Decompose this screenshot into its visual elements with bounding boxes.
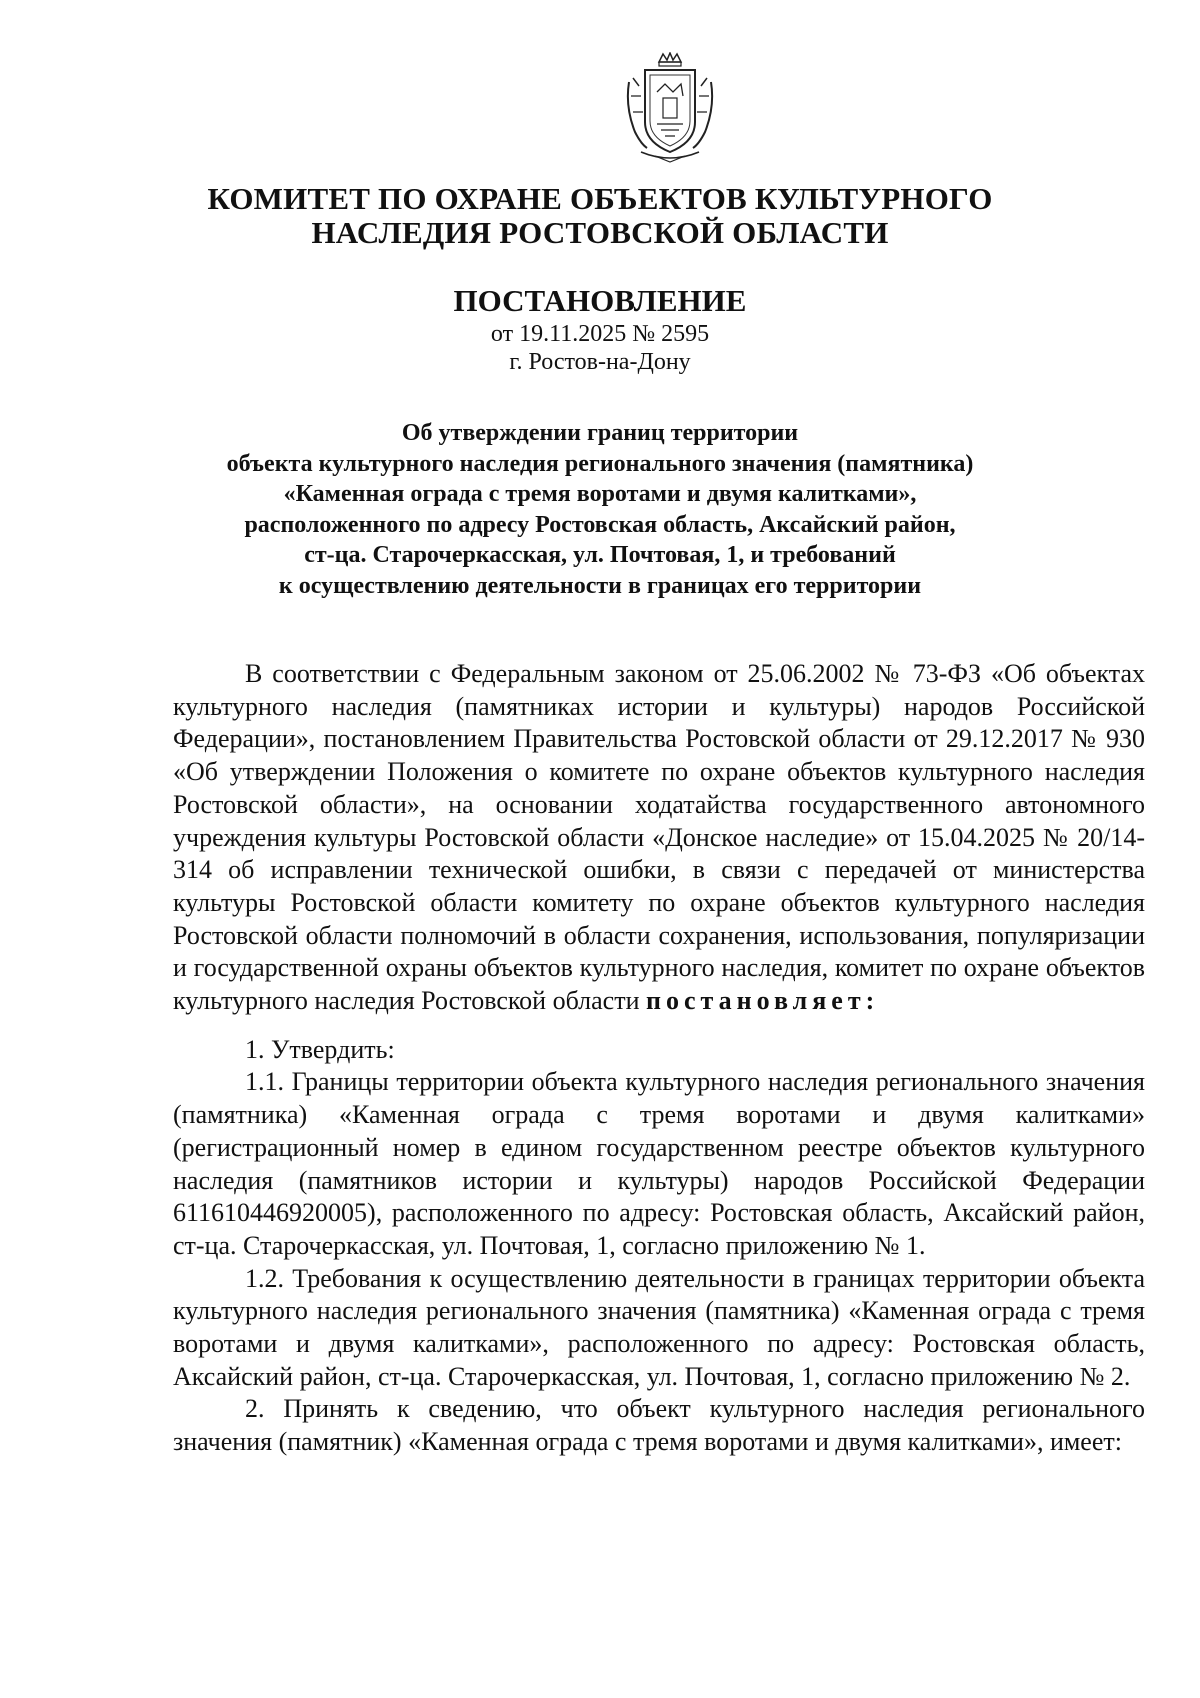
resolves-word: постановляет: bbox=[646, 986, 880, 1016]
paragraph-gap bbox=[173, 1018, 1145, 1034]
document-type: ПОСТАНОВЛЕНИЕ bbox=[453, 283, 747, 318]
subject-line: ст-ца. Старочеркасская, ул. Почтовая, 1, и требований bbox=[304, 542, 896, 568]
item-paragraph: 2. Принять к сведению, что объект культурного наследия регионального значения (памятник) «Каменная ограда с тремя воротами и двумя калитками», имеет: bbox=[173, 1394, 1145, 1457]
organization-title bbox=[100, 182, 1100, 250]
city: г. Ростов-на-Дону bbox=[509, 349, 691, 375]
document-subject bbox=[100, 418, 1100, 601]
preamble-paragraph bbox=[173, 658, 1145, 1018]
subject-line: Об утверждении границ территории bbox=[401, 420, 799, 446]
document-body bbox=[173, 658, 1145, 1459]
item-paragraph: 1. Утвердить: bbox=[245, 1034, 395, 1064]
subject-line: «Каменная ограда с тремя воротами и двумя калитками», bbox=[283, 481, 917, 507]
item-paragraph: 1.1. Границы территории объекта культурного наследия регионального значения (памятника) «Каменная ограда с тремя воротами и двумя калитками» (регистрационный номер в едином государственном реестре объектов культурного наследия (памятников истории и культуры) народов Российской Федерации 611610446920005), расположенного по адресу: Ростовская область, Аксайский район, ст-ца. Старочеркасская, ул. Почтовая, 1, согласно приложению № 1. bbox=[173, 1067, 1145, 1260]
document-meta bbox=[100, 320, 1100, 376]
organization-title-line-2: НАСЛЕДИЯ РОСТОВСКОЙ ОБЛАСТИ bbox=[311, 215, 889, 250]
preamble-text: В соответствии с Федеральным законом от 25.06.2002 № 73-ФЗ «Об объектах культурного наследия (памятниках истории и культуры) народов Российской Федерации», постановлением Правительства Ростовской области от 29.12.2017 № 930 «Об утверждении Положения о комитете по охране объектов культурного наследия Ростовской области», на основании ходатайства государственного автономного учреждения культуры Ростовской области «Донское наследие» от 15.04.2025 № 20/14-314 об исправлении технической ошибки, в связи с передачей от министерства культуры Ростовской области комитету по охране объектов культурного наследия Ростовской области полномочий в области сохранения, использования, популяризации и государственной охраны объектов культурного наследия, комитет по охране объектов культурного наследия Ростовской области bbox=[173, 659, 1145, 1016]
date-number: от 19.11.2025 № 2595 bbox=[490, 321, 710, 347]
coat-of-arms-icon bbox=[621, 52, 719, 164]
subject-line: к осуществлению деятельности в границах его территории bbox=[278, 572, 922, 599]
coat-of-arms-emblem bbox=[621, 52, 719, 164]
subject-line: расположенного по адресу Ростовская область, Аксайский район, bbox=[244, 511, 956, 538]
organization-title-line-1: КОМИТЕТ ПО ОХРАНЕ ОБЪЕКТОВ КУЛЬТУРНОГО bbox=[207, 181, 993, 216]
item-paragraph: 1.2. Требования к осуществлению деятельности в границах территории объекта культурного наследия регионального значения (памятника) «Каменная ограда с тремя воротами и двумя калитками», расположенного по адресу: Ростовская область, Аксайский район, ст-ца. Старочеркасская, ул. Почтовая, 1, согласно приложению № 2. bbox=[173, 1263, 1145, 1391]
subject-line: объекта культурного наследия регионального значения (памятника) bbox=[226, 450, 974, 477]
